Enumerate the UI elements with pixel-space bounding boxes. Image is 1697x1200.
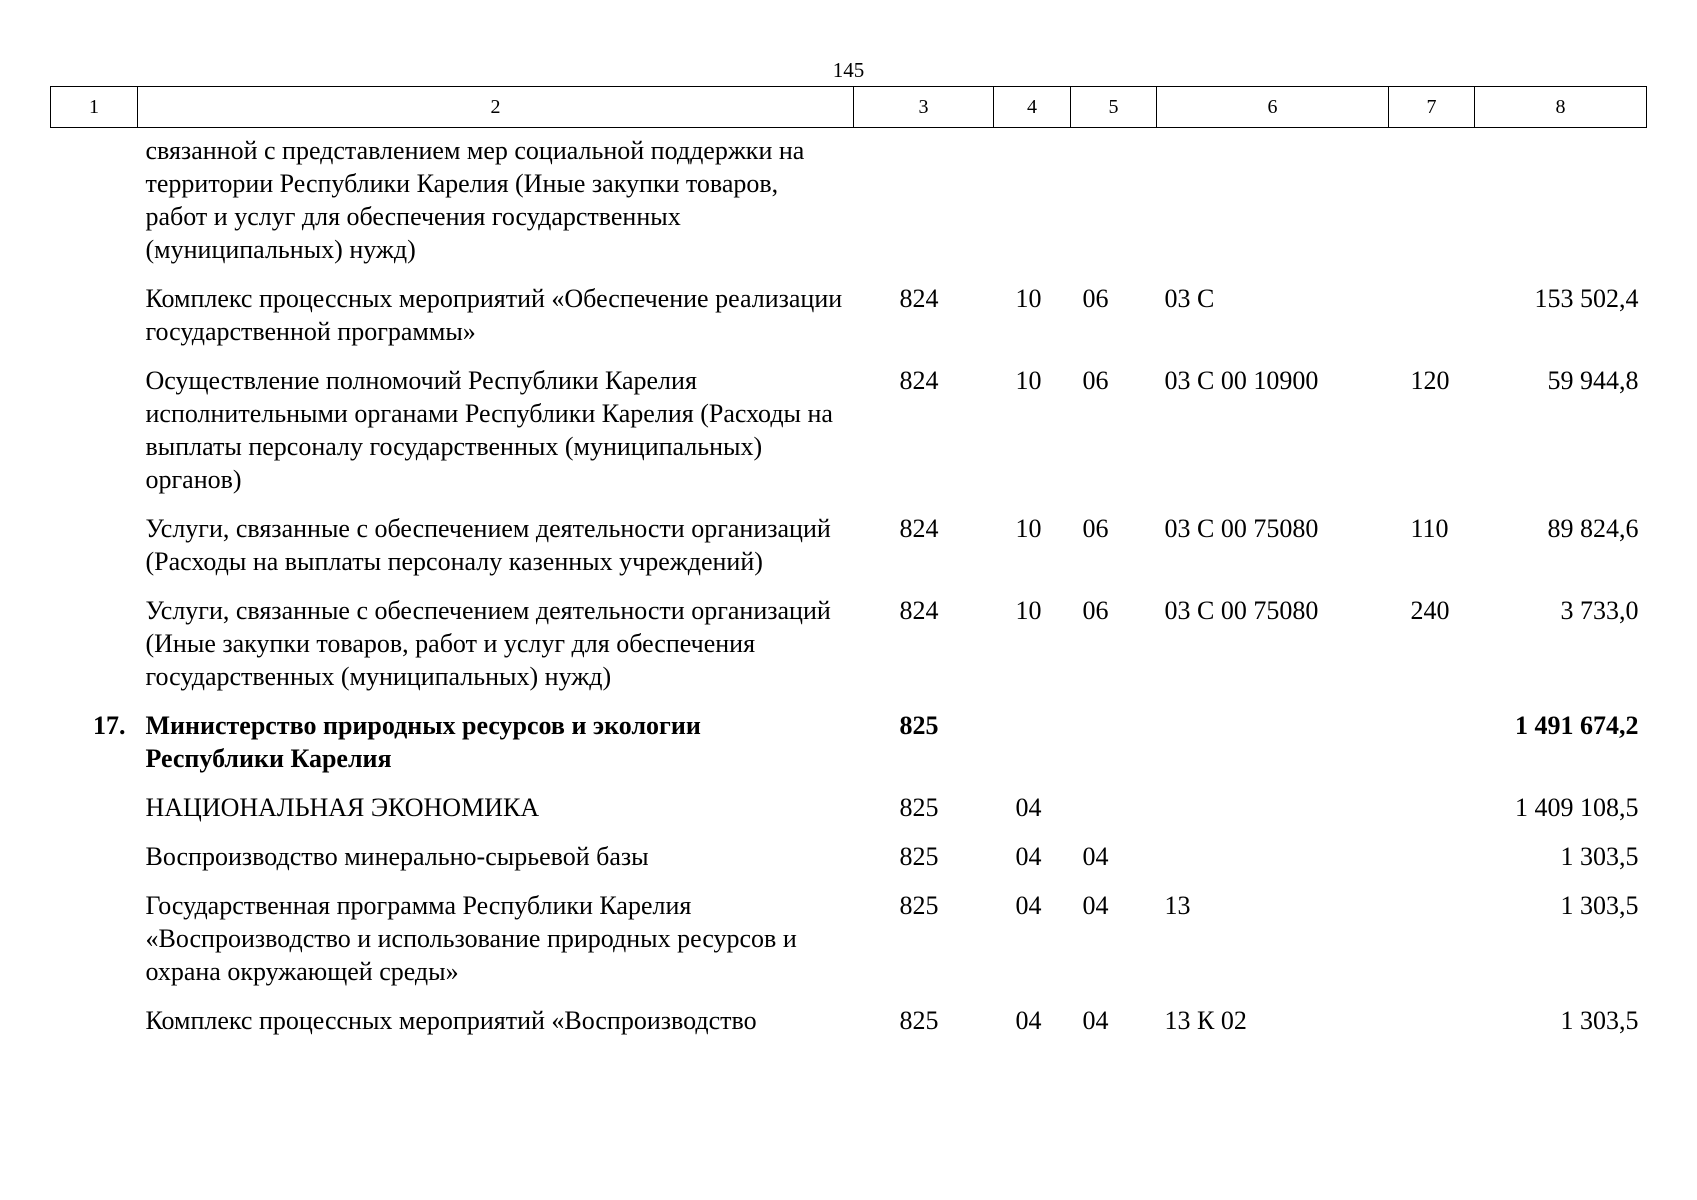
subsection-code-cell: 06 <box>1082 366 1109 395</box>
column-header-6: 6 <box>1157 87 1389 128</box>
table-body <box>51 128 1647 1054</box>
row-number-cell <box>51 282 138 364</box>
expense-type-cell: 240 <box>1410 596 1450 625</box>
subsection-code-cell: 04 <box>1082 1006 1109 1035</box>
table-row <box>51 594 1647 709</box>
subsection-code-cell: 06 <box>1082 596 1109 625</box>
target-article-cell: 13 К 02 <box>1164 1006 1247 1035</box>
expense-type-cell <box>1389 709 1475 791</box>
item-name-cell: Осуществление полномочий Республики Карелия исполнительными органами Республики Карелия (Расходы на выплаты персоналу государственных (муниципальных) органов) <box>145 366 833 494</box>
column-header-5: 5 <box>1071 87 1157 128</box>
section-code-cell <box>994 128 1071 283</box>
amount-cell: 1 303,5 <box>1560 891 1639 920</box>
subsection-code-cell <box>1071 709 1157 791</box>
subsection-code-cell: 06 <box>1082 284 1109 313</box>
amount-cell: 3 733,0 <box>1560 596 1639 625</box>
target-article-cell: 13 <box>1164 891 1191 920</box>
budget-table <box>50 86 1647 1053</box>
column-header-8: 8 <box>1475 87 1647 128</box>
row-number-cell <box>51 840 138 889</box>
section-code-cell: 04 <box>1015 891 1042 920</box>
item-name-cell: Государственная программа Республики Карелия «Воспроизводство и использование природных ресурсов и охрана окружающей среды» <box>145 891 797 986</box>
target-article-cell <box>1157 840 1389 889</box>
amount-cell: 1 409 108,5 <box>1515 793 1639 822</box>
amount-cell: 89 824,6 <box>1547 514 1639 543</box>
grbs-code-cell: 825 <box>899 842 939 871</box>
table-row <box>51 889 1647 1004</box>
target-article-cell: 03 С 00 75080 <box>1164 514 1319 543</box>
table-row <box>51 840 1647 889</box>
section-code-cell: 10 <box>1015 514 1042 543</box>
amount-cell: 1 303,5 <box>1560 1006 1639 1035</box>
expense-type-cell <box>1389 889 1475 1004</box>
section-code-cell <box>994 709 1071 791</box>
target-article-cell: 03 С <box>1164 284 1215 313</box>
row-number-cell <box>51 364 138 512</box>
column-header-1: 1 <box>51 87 138 128</box>
row-number-cell <box>51 889 138 1004</box>
amount-cell: 1 491 674,2 <box>1515 711 1639 740</box>
section-code-cell: 04 <box>1015 842 1042 871</box>
subsection-code-cell: 04 <box>1082 842 1109 871</box>
expense-type-cell <box>1389 840 1475 889</box>
target-article-cell <box>1157 791 1389 840</box>
grbs-code-cell: 825 <box>899 1006 939 1035</box>
subsection-code-cell <box>1071 128 1157 283</box>
table-row <box>51 512 1647 594</box>
target-article-cell <box>1157 128 1389 283</box>
section-code-cell: 10 <box>1015 284 1042 313</box>
target-article-cell: 03 С 00 10900 <box>1164 366 1319 395</box>
expense-type-cell <box>1389 1004 1475 1053</box>
row-number-cell: 17. <box>93 711 126 740</box>
grbs-code-cell: 824 <box>899 514 939 543</box>
section-code-cell: 04 <box>1015 793 1042 822</box>
grbs-code-cell: 824 <box>899 366 939 395</box>
table-row <box>51 709 1647 791</box>
subsection-code-cell: 06 <box>1082 514 1109 543</box>
item-name-cell: Воспроизводство минерально-сырьевой базы <box>145 842 649 871</box>
amount-cell: 59 944,8 <box>1547 366 1639 395</box>
target-article-cell: 03 С 00 75080 <box>1164 596 1319 625</box>
amount-cell: 153 502,4 <box>1534 284 1639 313</box>
subsection-code-cell <box>1071 791 1157 840</box>
item-name-cell: Услуги, связанные с обеспечением деятельности организаций (Расходы на выплаты персоналу казенных учреждений) <box>145 514 831 576</box>
table-row <box>51 128 1647 283</box>
row-number-cell <box>51 594 138 709</box>
column-header-2: 2 <box>138 87 854 128</box>
target-article-cell <box>1157 709 1389 791</box>
table-row <box>51 791 1647 840</box>
section-code-cell: 10 <box>1015 366 1042 395</box>
item-name-cell: Комплекс процессных мероприятий «Обеспечение реализации государственной программы» <box>145 284 843 346</box>
table-header <box>51 87 1647 128</box>
column-header-4: 4 <box>994 87 1071 128</box>
expense-type-cell <box>1389 282 1475 364</box>
item-name-cell: связанной с представлением мер социальной поддержки на территории Республики Карелия (Иные закупки товаров, работ и услуг для обеспечения государственных (муниципальных) нужд) <box>145 136 805 264</box>
item-name-cell: Комплекс процессных мероприятий «Воспроизводство <box>145 1006 757 1035</box>
amount-cell: 1 303,5 <box>1560 842 1639 871</box>
page-number: 145 <box>832 58 865 82</box>
grbs-code-cell: 825 <box>899 711 939 740</box>
row-number-cell <box>51 128 138 283</box>
header-row <box>51 87 1647 128</box>
grbs-code-cell: 824 <box>899 284 939 313</box>
table-row <box>51 364 1647 512</box>
expense-type-cell <box>1389 791 1475 840</box>
grbs-code-cell: 824 <box>899 596 939 625</box>
grbs-code-cell <box>854 128 994 283</box>
grbs-code-cell: 825 <box>899 793 939 822</box>
row-number-cell <box>51 791 138 840</box>
expense-type-cell: 110 <box>1410 514 1449 543</box>
section-code-cell: 04 <box>1015 1006 1042 1035</box>
table-row <box>51 282 1647 364</box>
row-number-cell <box>51 1004 138 1053</box>
table-row <box>51 1004 1647 1053</box>
expense-type-cell: 120 <box>1410 366 1450 395</box>
item-name-cell: Министерство природных ресурсов и экологии Республики Карелия <box>145 711 701 773</box>
amount-cell <box>1475 128 1647 283</box>
expense-type-cell <box>1389 128 1475 283</box>
subsection-code-cell: 04 <box>1082 891 1109 920</box>
section-code-cell: 10 <box>1015 596 1042 625</box>
item-name-cell: Услуги, связанные с обеспечением деятельности организаций (Иные закупки товаров, работ и услуг для обеспечения государственных (муниципальных) нужд) <box>145 596 831 691</box>
row-number-cell <box>51 512 138 594</box>
column-header-3: 3 <box>854 87 994 128</box>
item-name-cell: НАЦИОНАЛЬНАЯ ЭКОНОМИКА <box>145 793 540 822</box>
grbs-code-cell: 825 <box>899 891 939 920</box>
column-header-7: 7 <box>1389 87 1475 128</box>
